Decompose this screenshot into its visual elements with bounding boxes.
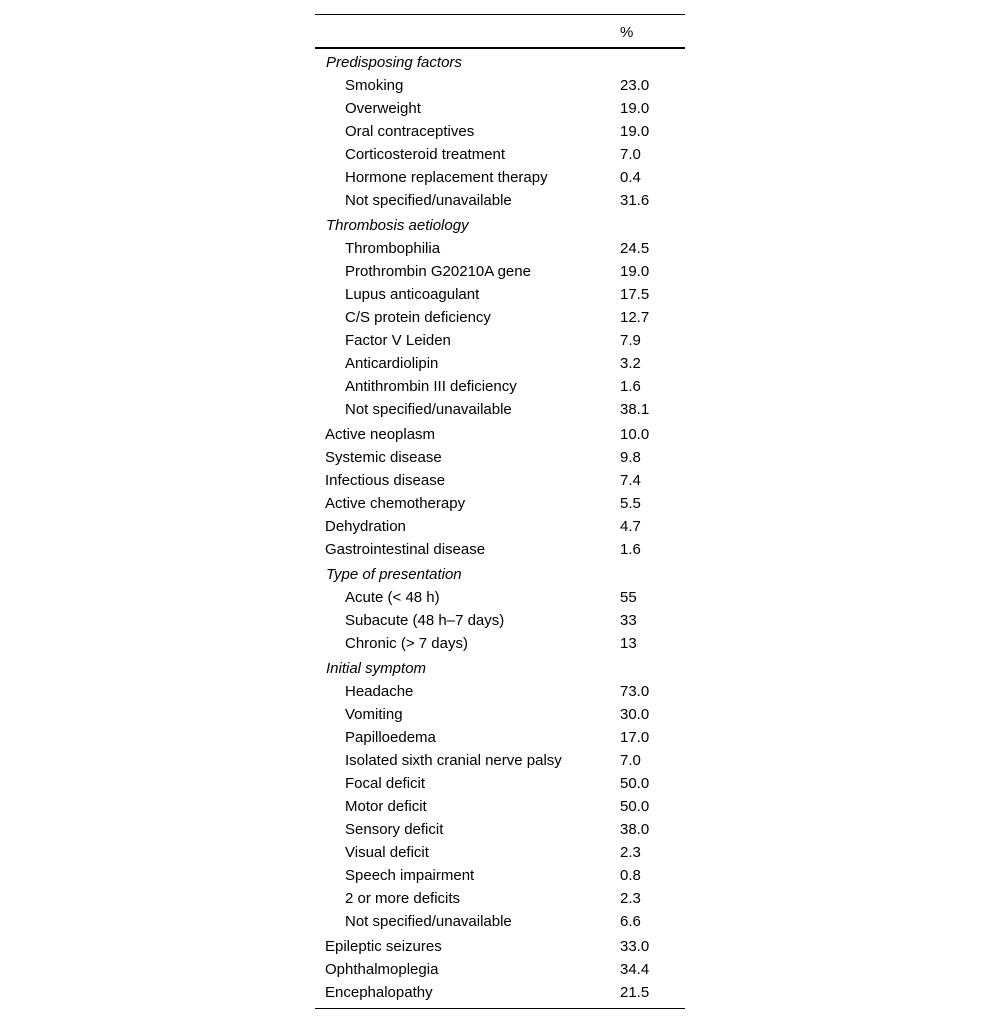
row-label: Vomiting [345, 706, 403, 723]
row-value: 12.7 [620, 309, 650, 326]
row-label: Motor deficit [345, 798, 427, 815]
row-label: Encephalopathy [325, 984, 433, 1001]
table-row [315, 398, 685, 421]
table-row [315, 189, 685, 212]
row-label: Active neoplasm [325, 426, 436, 443]
row-value: 4.7 [620, 518, 641, 535]
group-header-row [315, 51, 685, 74]
row-label: Acute (< 48 h) [345, 589, 440, 606]
row-label: Not specified/unavailable [345, 913, 512, 930]
row-value: 3.2 [620, 355, 641, 372]
row-value: 21.5 [620, 984, 650, 1001]
row-label: Chronic (> 7 days) [345, 635, 468, 652]
row-value: 23.0 [620, 77, 650, 94]
row-label: Visual deficit [345, 844, 429, 861]
row-value: 2.3 [620, 844, 641, 861]
row-value: 73.0 [620, 683, 650, 700]
row-label: 2 or more deficits [345, 890, 461, 907]
table-row [315, 586, 685, 609]
row-value: 19.0 [620, 100, 650, 117]
table-row [315, 958, 685, 981]
row-label: C/S protein deficiency [345, 309, 491, 326]
row-label: Factor V Leiden [345, 332, 451, 349]
table-row [315, 864, 685, 887]
row-label: Oral contraceptives [345, 123, 475, 140]
row-value: 30.0 [620, 706, 650, 723]
row-value: 1.6 [620, 378, 641, 395]
table-row [315, 703, 685, 726]
row-value: 50.0 [620, 798, 650, 815]
row-label: Corticosteroid treatment [345, 146, 506, 163]
table-row [315, 306, 685, 329]
row-value: 31.6 [620, 192, 650, 209]
row-value: 1.6 [620, 541, 641, 558]
group-label: Type of presentation [326, 566, 462, 583]
row-label: Not specified/unavailable [345, 192, 512, 209]
row-label: Smoking [345, 77, 404, 94]
table-row [315, 538, 685, 561]
table-bottom-rule [315, 1008, 685, 1009]
row-value: 33.0 [620, 938, 650, 955]
row-label: Anticardiolipin [345, 355, 439, 372]
row-value: 0.4 [620, 169, 641, 186]
table-row [315, 260, 685, 283]
row-value: 38.1 [620, 401, 650, 418]
row-value: 24.5 [620, 240, 650, 257]
row-label: Hormone replacement therapy [345, 169, 548, 186]
table-row [315, 935, 685, 958]
row-label: Gastrointestinal disease [325, 541, 486, 558]
percent-column-header: % [620, 24, 634, 41]
row-value: 17.5 [620, 286, 650, 303]
row-label: Overweight [345, 100, 421, 117]
row-label: Sensory deficit [345, 821, 444, 838]
row-label: Infectious disease [325, 472, 446, 489]
group-label: Initial symptom [326, 660, 427, 677]
row-label: Ophthalmoplegia [325, 961, 439, 978]
row-value: 7.0 [620, 752, 641, 769]
row-label: Thrombophilia [345, 240, 441, 257]
row-label: Antithrombin III deficiency [345, 378, 517, 395]
table-row [315, 841, 685, 864]
table-row [315, 237, 685, 260]
table-row [315, 375, 685, 398]
table-row [315, 423, 685, 446]
row-value: 55 [620, 589, 637, 606]
table-row [315, 910, 685, 933]
table-row [315, 749, 685, 772]
group-header-row [315, 214, 685, 237]
table-row [315, 609, 685, 632]
group-label: Thrombosis aetiology [326, 217, 469, 234]
table-row [315, 97, 685, 120]
table-row [315, 352, 685, 375]
row-label: Active chemotherapy [325, 495, 466, 512]
table-row [315, 120, 685, 143]
table-header-row [315, 15, 685, 47]
row-value: 19.0 [620, 123, 650, 140]
table-row [315, 726, 685, 749]
row-value: 7.4 [620, 472, 641, 489]
row-label: Headache [345, 683, 414, 700]
table-row [315, 795, 685, 818]
table-row [315, 818, 685, 841]
row-value: 10.0 [620, 426, 650, 443]
row-value: 7.0 [620, 146, 641, 163]
table-row [315, 469, 685, 492]
table-row [315, 680, 685, 703]
row-value: 34.4 [620, 961, 650, 978]
row-value: 5.5 [620, 495, 641, 512]
row-value: 9.8 [620, 449, 641, 466]
group-header-row [315, 563, 685, 586]
row-label: Not specified/unavailable [345, 401, 512, 418]
row-label: Speech impairment [345, 867, 475, 884]
table-row [315, 74, 685, 97]
row-value: 2.3 [620, 890, 641, 907]
table-row [315, 515, 685, 538]
row-value: 33 [620, 612, 637, 629]
row-value: 0.8 [620, 867, 641, 884]
table-row [315, 329, 685, 352]
row-label: Lupus anticoagulant [345, 286, 480, 303]
row-value: 6.6 [620, 913, 641, 930]
table-row [315, 283, 685, 306]
row-value: 13 [620, 635, 637, 652]
data-table [315, 14, 685, 1009]
row-value: 38.0 [620, 821, 650, 838]
row-label: Dehydration [325, 518, 406, 535]
row-value: 17.0 [620, 729, 650, 746]
table-row [315, 446, 685, 469]
table-row [315, 143, 685, 166]
row-label: Isolated sixth cranial nerve palsy [345, 752, 562, 769]
row-label: Prothrombin G20210A gene [345, 263, 531, 280]
row-label: Systemic disease [325, 449, 442, 466]
row-value: 7.9 [620, 332, 641, 349]
row-label: Papilloedema [345, 729, 436, 746]
table-row [315, 981, 685, 1004]
table-row [315, 632, 685, 655]
table-row [315, 166, 685, 189]
table-row [315, 887, 685, 910]
table-row [315, 772, 685, 795]
group-header-row [315, 657, 685, 680]
table-row [315, 492, 685, 515]
row-label: Subacute (48 h–7 days) [345, 612, 505, 629]
row-value: 50.0 [620, 775, 650, 792]
group-label: Predisposing factors [326, 54, 462, 71]
row-label: Epileptic seizures [325, 938, 442, 955]
row-label: Focal deficit [345, 775, 426, 792]
table-body [315, 49, 685, 1008]
row-value: 19.0 [620, 263, 650, 280]
